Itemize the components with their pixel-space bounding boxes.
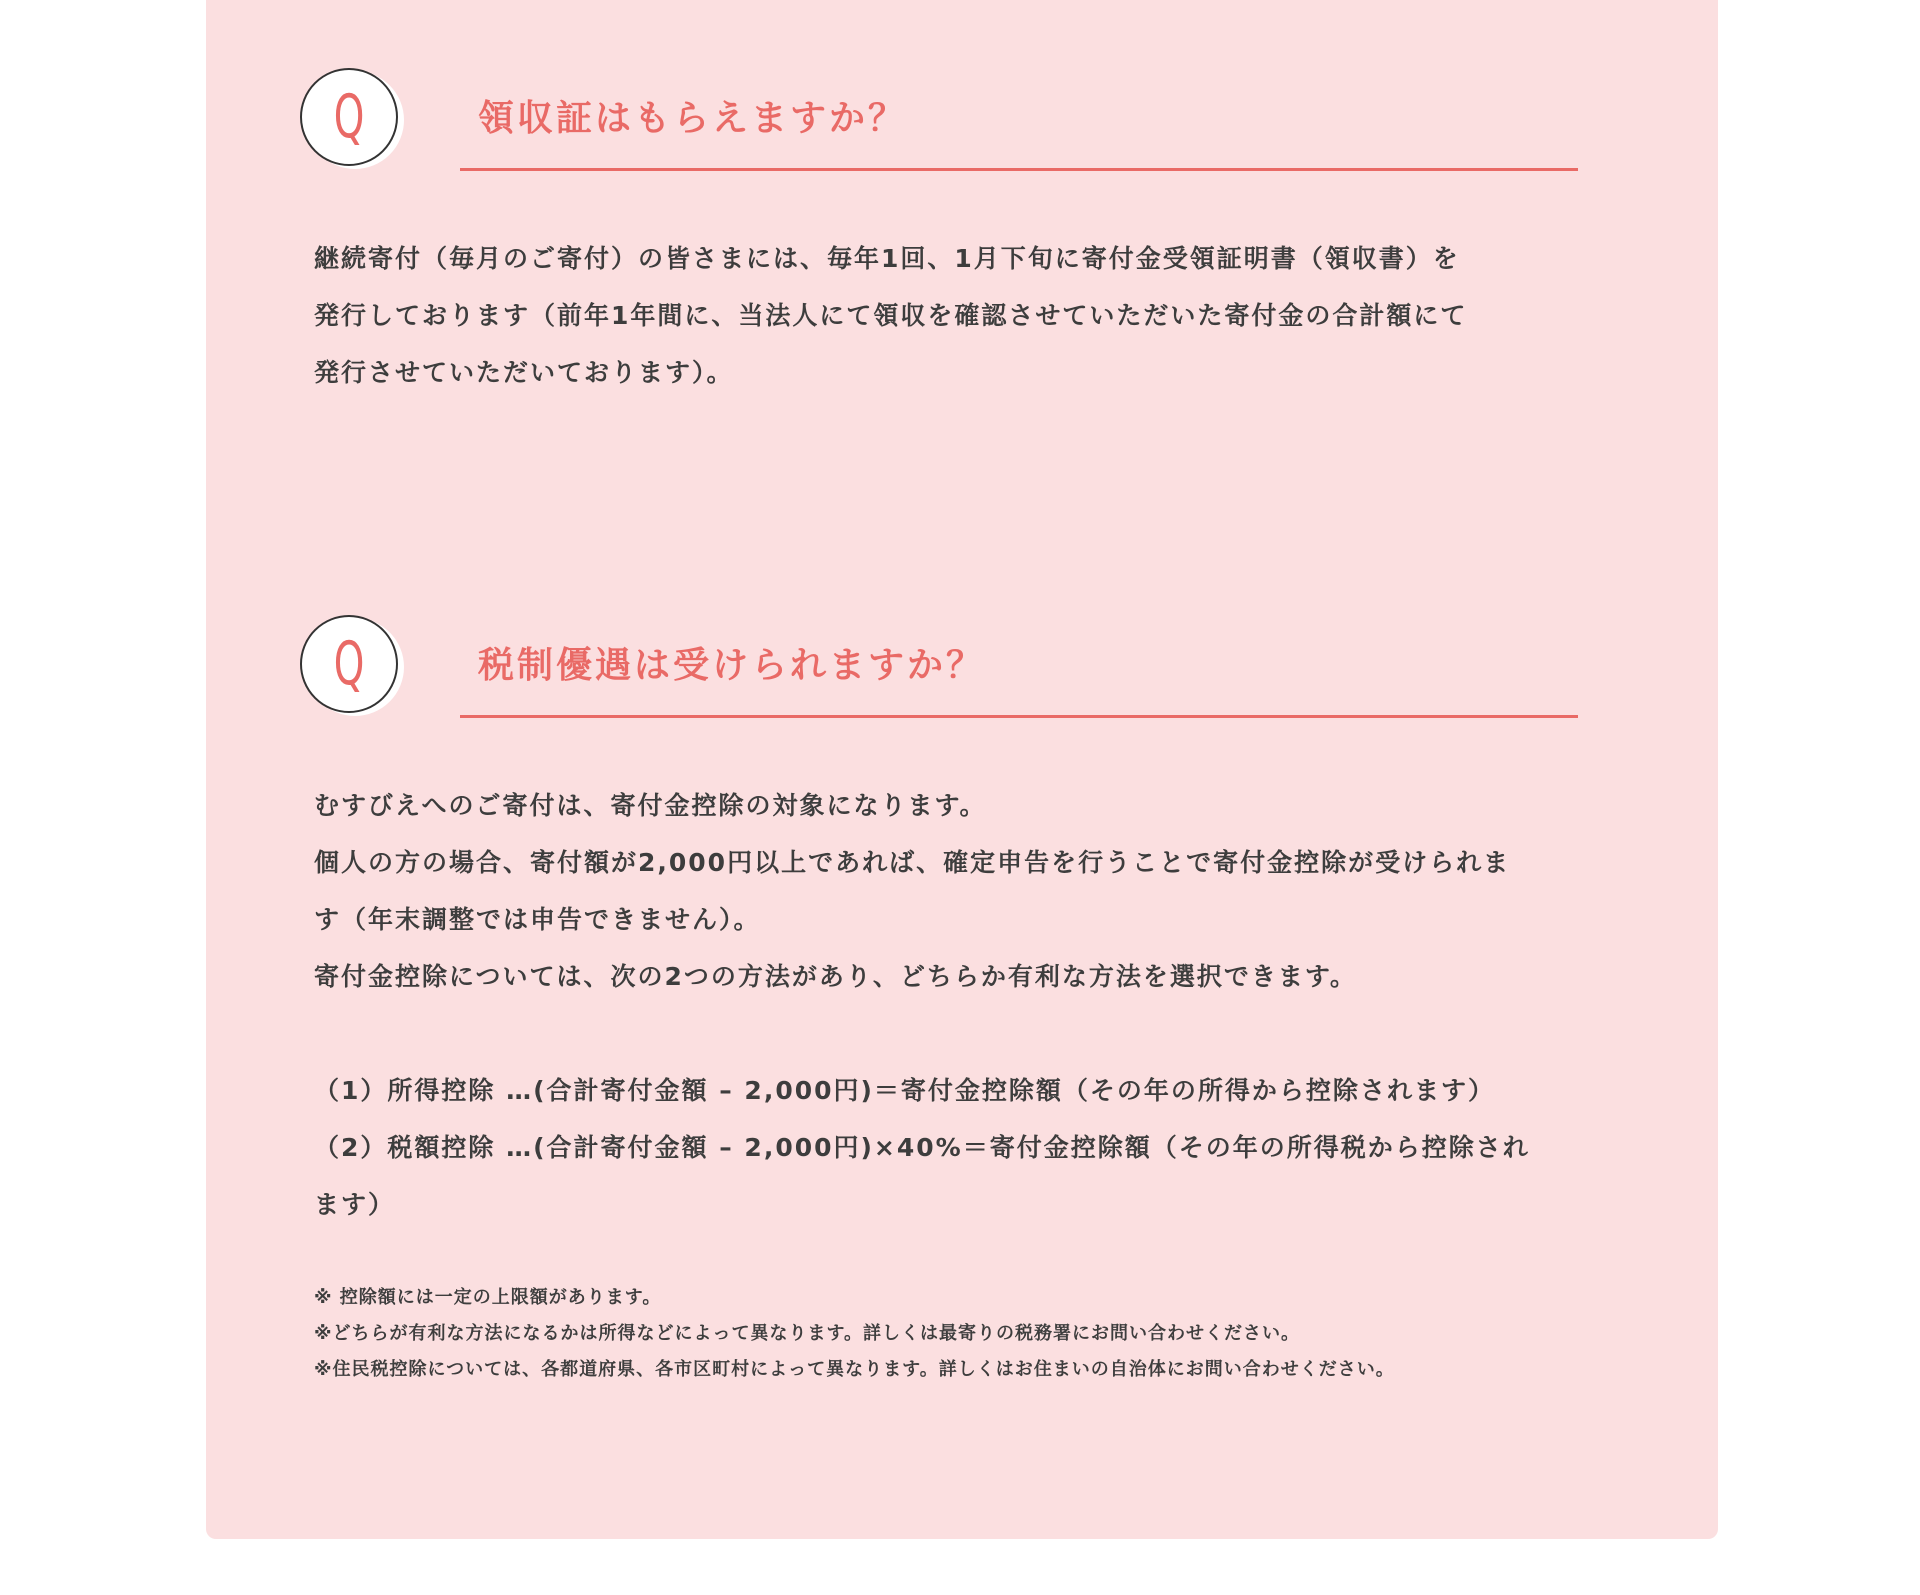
- footnote: ※住民税控除については、各都道府県、各市区町村によって異なります。詳しくはお住まいの自治体にお問い合わせください。: [314, 1359, 1395, 1380]
- answer-line: 発行しております（前年1年間に、当法人にて領収を確認させていただいた寄付金の合計額にて: [314, 301, 1468, 330]
- q-badge-icon: [300, 68, 398, 166]
- answer-line: むすびえへのご寄付は、寄付金控除の対象になります。: [314, 791, 987, 820]
- question-title: 領収証はもらえますか？: [478, 98, 908, 139]
- question-underline: [460, 168, 1578, 171]
- footnotes: [314, 1280, 1395, 1388]
- q-letter: Q: [333, 82, 365, 152]
- question-title: 税制優遇は受けられますか？: [478, 645, 986, 686]
- answer-line: す（年末調整では申告できません）。: [314, 905, 761, 934]
- footnote: ※どちらが有利な方法になるかは所得などによって異なります。詳しくは最寄りの税務署にお問い合わせください。: [314, 1323, 1301, 1344]
- answer-line: 個人の方の場合、寄付額が2,000円以上であれば、確定申告を行うことで寄付金控除が受けられま: [314, 848, 1511, 877]
- answer-text: [314, 777, 1614, 1233]
- answer-text: [314, 230, 1614, 401]
- question-underline: [460, 715, 1578, 718]
- answer-line: 発行させていただいております）。: [314, 358, 734, 387]
- answer-line: 寄付金控除については、次の2つの方法があり、どちらか有利な方法を選択できます。: [314, 962, 1357, 991]
- faq-panel: [206, 0, 1718, 1539]
- footnote: ※ 控除額には一定の上限額があります。: [314, 1287, 662, 1308]
- answer-spacer: [314, 1005, 1614, 1062]
- answer-line: （2）税額控除 …(合計寄付金額 – 2,000円)×40%＝寄付金控除額（その年の所得税から控除され: [314, 1133, 1530, 1162]
- answer-line: （1）所得控除 …(合計寄付金額 – 2,000円)＝寄付金控除額（その年の所得から控除されます）: [314, 1076, 1495, 1105]
- q-letter: Q: [333, 629, 365, 699]
- answer-line: 継続寄付（毎月のご寄付）の皆さまには、毎年1回、1月下旬に寄付金受領証明書（領収書）を: [314, 244, 1460, 273]
- q-badge-icon: [300, 615, 398, 713]
- answer-line: ます）: [314, 1190, 396, 1219]
